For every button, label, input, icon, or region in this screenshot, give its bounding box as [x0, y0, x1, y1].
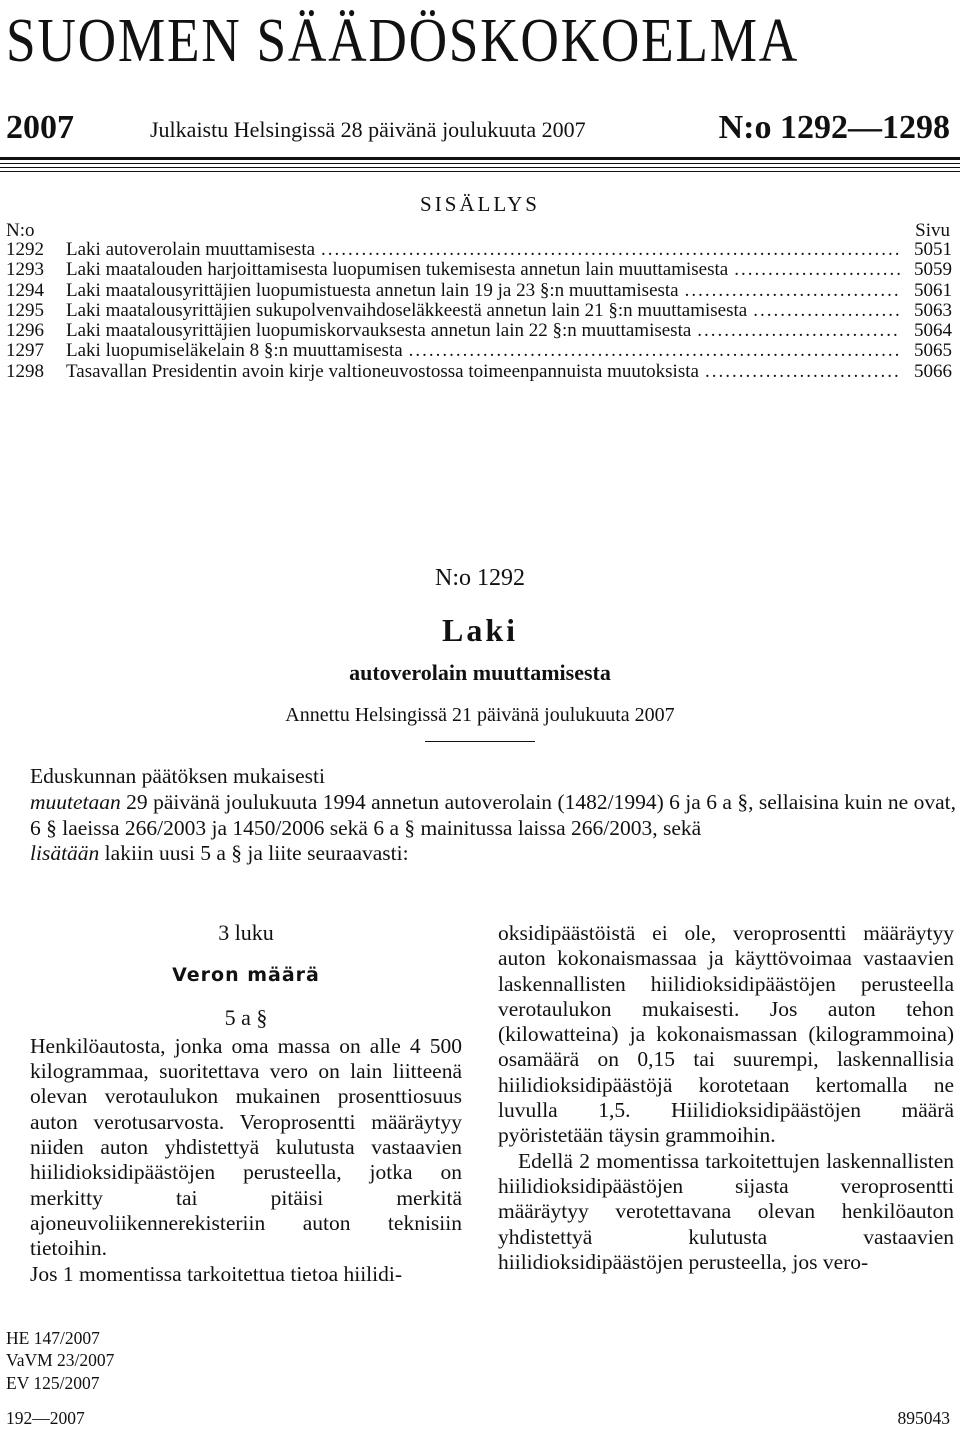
law-header-rule — [425, 741, 535, 742]
right-column — [498, 921, 954, 1275]
toc-row — [6, 260, 952, 280]
law-preamble — [30, 764, 956, 867]
toc-title: Laki luopumiseläkelain 8 §:n muuttamisesta — [66, 340, 403, 362]
masthead-rule-thin-3 — [0, 171, 960, 172]
law-type: Laki — [441, 612, 519, 648]
toc-leader-dots — [734, 260, 900, 280]
toc-row — [6, 362, 952, 382]
chapter-title: Veron määrä — [172, 964, 320, 987]
add-keyword: lisätään — [30, 841, 100, 866]
toc-row — [6, 281, 952, 301]
amend-keyword: muutetaan — [30, 789, 121, 814]
toc-page: 5059 — [914, 259, 952, 281]
toc-page: 5066 — [914, 360, 952, 382]
left-column — [30, 920, 462, 1287]
toc-leader-dots — [697, 321, 900, 341]
toc-title: Laki maatalousyrittäjien sukupolvenvaihdoseläkkeestä annetun lain 21 §:n muuttamisesta — [66, 299, 748, 321]
toc-title: Laki maatalouden harjoittamisesta luopumisen tukemisesta annetun lain muuttamisesta — [66, 259, 729, 281]
toc-title: Laki maatalousyrittäjien luopumistuesta annetun lain 19 ja 23 §:n muuttamisesta — [66, 279, 679, 301]
toc-number: 1297 — [6, 340, 44, 362]
publication-date: Julkaistu Helsingissä 28 päivänä joulukuuta 2007 — [150, 117, 586, 142]
toc-page: 5061 — [914, 279, 952, 301]
preamble-amend — [30, 790, 956, 842]
toc-title: Laki maatalousyrittäjien luopumiskorvauksesta annetun lain 22 §:n muuttamisesta — [66, 320, 692, 342]
toc-leader-dots — [685, 281, 900, 301]
toc-leader-dots — [321, 240, 900, 260]
preamble-line: Eduskunnan päätöksen mukaisesti — [30, 764, 325, 788]
toc-number: 1295 — [6, 299, 44, 321]
table-of-contents — [6, 240, 952, 382]
law-given-date: Annettu Helsingissä 21 päivänä joulukuuta 2007 — [285, 704, 675, 726]
publication-numbers: N:o 1292—1298 — [718, 109, 950, 146]
toc-page: 5051 — [914, 239, 952, 260]
reference-item: HE 147/2007 — [6, 1328, 100, 1348]
toc-row — [6, 301, 952, 321]
section-paragraph: Edellä 2 momentissa tarkoitettujen laskennallisten hiilidioksidipäästöjen sijasta veroprosentti määräytyy verotettavana olevan henkilöauton yhdistettyä kulutusta vastaavien hiilidioksidipäästöjen perusteella, jos vero- — [498, 1148, 954, 1274]
toc-row — [6, 240, 952, 260]
toc-leader-dots — [705, 362, 900, 382]
footer-right-code: 895043 — [897, 1408, 950, 1428]
toc-number: 1296 — [6, 320, 44, 342]
toc-label-number: N:o — [6, 220, 35, 241]
toc-number: 1298 — [6, 360, 44, 382]
toc-number: 1294 — [6, 279, 44, 301]
toc-label-page: Sivu — [915, 220, 950, 241]
toc-title: Laki autoverolain muuttamisesta — [66, 239, 316, 260]
footer-left-code: 192—2007 — [6, 1408, 85, 1428]
publication-title: SUOMEN SÄÄDÖSKOKOELMA — [6, 7, 800, 75]
toc-page: 5064 — [914, 320, 952, 342]
masthead-rule-thin-1 — [0, 163, 960, 164]
legislative-references — [6, 1327, 114, 1394]
section-paragraph: Jos 1 momentissa tarkoitettua tietoa hiilidi- — [30, 1261, 403, 1286]
add-text: lakiin uusi 5 a § ja liite seuraavasti: — [99, 841, 409, 866]
preamble-add — [30, 841, 956, 867]
toc-page: 5065 — [914, 340, 952, 362]
masthead-rule-thick — [0, 157, 960, 160]
toc-leader-dots — [753, 301, 900, 321]
toc-row — [6, 341, 952, 361]
chapter-number: 3 luku — [218, 920, 274, 945]
toc-heading: SISÄLLYS — [420, 192, 540, 216]
reference-item: EV 125/2007 — [6, 1372, 100, 1393]
toc-number: 1292 — [6, 239, 44, 260]
toc-number: 1293 — [6, 259, 44, 281]
law-number: N:o 1292 — [435, 565, 525, 591]
toc-title: Tasavallan Presidentin avoin kirje valtioneuvostossa toimeenpannuista muutoksista — [66, 360, 699, 382]
law-subject: autoverolain muuttamisesta — [349, 660, 611, 685]
amend-text: 29 päivänä joulukuuta 1994 annetun autoverolain (1482/1994) 6 ja 6 a §, sellaisina kuin ne ovat, 6 § laeissa 266/2003 ja 1450/2006 sekä 6 a § mainitussa laissa 266/2003, sekä — [30, 789, 956, 840]
masthead-rule-thin-2 — [0, 167, 960, 168]
toc-leader-dots — [409, 341, 900, 361]
reference-item: VaVM 23/2007 — [6, 1350, 115, 1371]
section-paragraph: Henkilöautosta, jonka oma massa on alle 4 500 kilogrammaa, suoritettava vero on lain liitteenä olevan verotaulukon mukainen prosenttiosuus auton verotusarvosta. Veroprosentti määräytyy niiden auton yhdistettyä kulutusta vastaavien hiilidioksidipäästöjen perusteella, jotka on merkitty tai pitäisi merkitä ajoneuvoliikennerekisteriin auton teknisiin tietoihin. — [30, 1033, 462, 1261]
toc-row — [6, 321, 952, 341]
toc-page: 5063 — [914, 299, 952, 321]
section-paragraph: oksidipäästöistä ei ole, veroprosentti määräytyy auton kokonaismassaa ja käyttövoimaa vastaavien laskennallisten hiilidioksidipäästöjen perusteella verotaulukon mukaisesti. Jos auton tehon (kilowatteina) ja kokonaismassan (kilogrammoina) osamäärä on 0,15 tai suurempi, laskennallisia hiilidioksidipäästöjä korotetaan kertomalla ne luvulla 1,5. Hiilidioksidipäästöjen määrä pyöristetään täysin grammoihin. — [498, 921, 954, 1148]
publication-year: 2007 — [6, 109, 74, 146]
section-number: 5 a § — [224, 1004, 268, 1030]
